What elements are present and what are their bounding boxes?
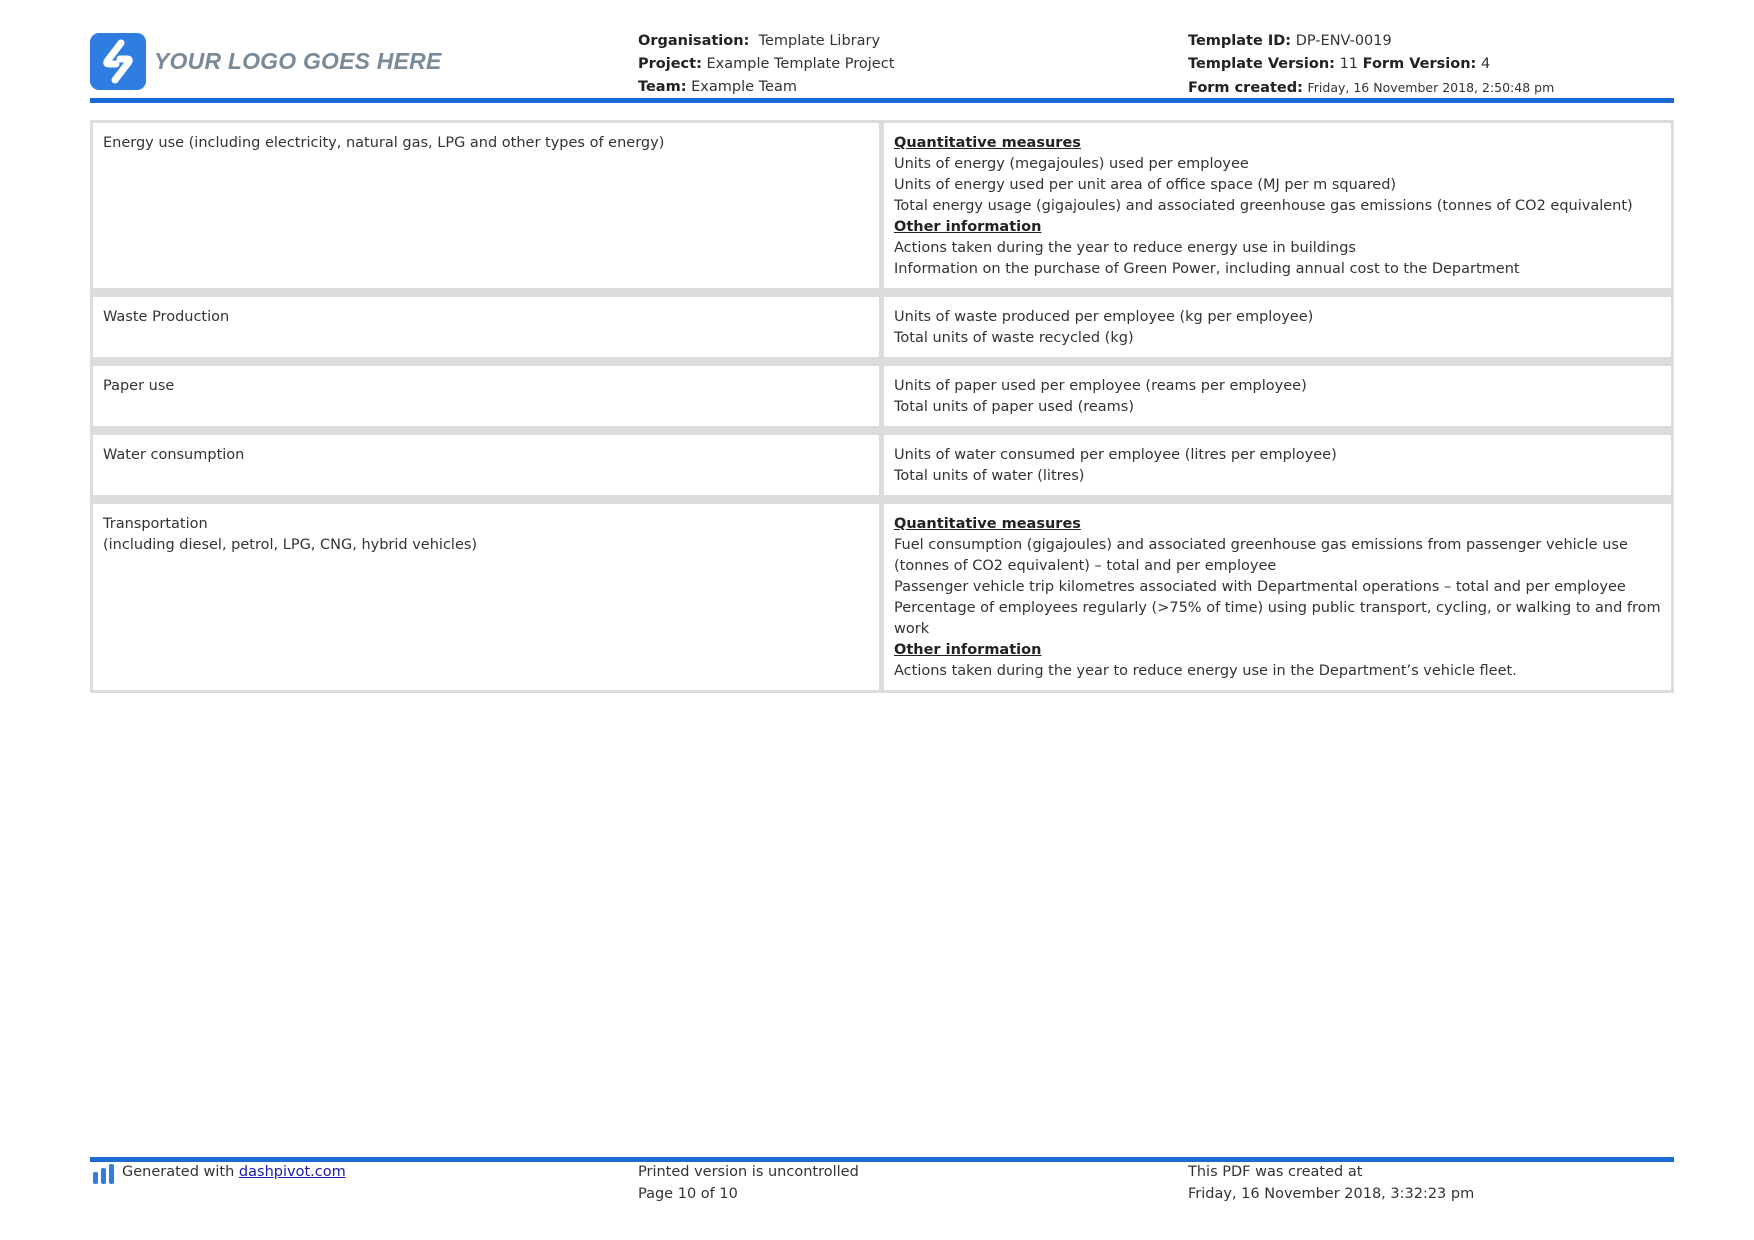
form-created-line [1188,76,1554,100]
version-line [1188,53,1554,76]
header-divider [90,98,1674,103]
uncontrolled-notice: Printed version is uncontrolled [638,1164,859,1180]
table-row [90,498,1674,693]
template-version-label: Template Version: [1188,56,1335,72]
team-line [638,76,894,99]
measure-item: Units of energy (megajoules) used per employee [894,156,1249,172]
section-heading: Quantitative measures [894,516,1081,532]
generated-prefix: Generated with [122,1164,235,1180]
measure-item: Fuel consumption (gigajoules) and associated greenhouse gas emissions from passenger vehicle use (tonnes of CO2 equivalent) – total and per employee [894,537,1628,574]
pdf-created-value: Friday, 16 November 2018, 3:32:23 pm [1188,1185,1475,1202]
measures-cell [882,498,1674,693]
section-heading: Other information [894,219,1042,235]
footer-page-info [638,1162,859,1205]
template-version-value: 11 [1339,56,1359,72]
measure-item: Actions taken during the year to reduce energy use in the Department’s vehicle fleet. [894,663,1517,679]
footer-generated [92,1162,346,1185]
form-version-value: 4 [1480,56,1491,72]
category-text: Energy use (including electricity, natural gas, LPG and other types of energy) [103,135,665,151]
measure-item: Information on the purchase of Green Power, including annual cost to the Department [894,261,1520,277]
form-created-value: Friday, 16 November 2018, 2:50:48 pm [1307,80,1555,95]
organisation-label: Organisation: [638,33,750,49]
pdf-created-label: This PDF was created at [1188,1164,1363,1180]
page-number: Page 10 of 10 [638,1185,738,1202]
category-text: Waste Production [103,309,230,325]
measures-table [90,120,1674,693]
measure-item: Total units of waste recycled (kg) [894,330,1134,346]
measures-cell [882,360,1674,429]
measure-item: Total units of paper used (reams) [894,399,1135,415]
team-label: Team: [638,79,687,95]
measure-item: Units of waste produced per employee (kg per employee) [894,309,1314,325]
footer-generated-text [122,1162,346,1184]
project-line [638,53,894,76]
category-cell [90,498,882,693]
logo-text: YOUR LOGO GOES HERE [154,48,442,74]
measure-item: Percentage of employees regularly (>75% of time) using public transport, cycling, or walking to and from work [894,600,1661,637]
dashpivot-bars-icon [92,1163,116,1185]
footer-created-info [1188,1162,1474,1205]
section-heading: Quantitative measures [894,135,1081,151]
organisation-value: Template Library [758,33,881,49]
measure-item: Units of energy used per unit area of office space (MJ per m squared) [894,177,1397,193]
category-cell [90,291,882,360]
category-cell [90,360,882,429]
category-text: Transportation [103,516,208,532]
category-cell [90,429,882,498]
category-text: Paper use [103,378,175,394]
measures-cell [882,429,1674,498]
project-value: Example Template Project [706,56,895,72]
table-row [90,429,1674,498]
header-template-info [1188,30,1554,100]
section-heading: Other information [894,642,1042,658]
form-created-label: Form created: [1188,80,1303,96]
category-text: Water consumption [103,447,245,463]
measure-item: Passenger vehicle trip kilometres associated with Departmental operations – total and per employee [894,579,1626,595]
table-row [90,291,1674,360]
dashpivot-link[interactable]: dashpivot.com [238,1164,346,1180]
template-id-label: Template ID: [1188,33,1292,49]
template-id-value: DP-ENV-0019 [1295,33,1392,49]
category-text: (including diesel, petrol, LPG, CNG, hybrid vehicles) [103,537,478,553]
category-cell [90,120,882,291]
measure-item: Total units of water (litres) [894,468,1085,484]
form-version-label: Form Version: [1362,56,1477,72]
logo [90,33,442,90]
measure-item: Units of water consumed per employee (litres per employee) [894,447,1337,463]
measure-item: Units of paper used per employee (reams per employee) [894,378,1307,394]
organisation-line [638,30,894,53]
measure-item: Actions taken during the year to reduce energy use in buildings [894,240,1356,256]
measures-cell [882,120,1674,291]
measures-cell [882,291,1674,360]
measure-item: Total energy usage (gigajoules) and associated greenhouse gas emissions (tonnes of CO2 equivalent) [894,198,1633,214]
table-row [90,360,1674,429]
project-label: Project: [638,56,702,72]
team-value: Example Team [691,79,797,95]
template-id-line [1188,30,1554,53]
header-project-info [638,30,894,99]
table-row [90,120,1674,291]
logo-mark-icon [90,33,146,90]
